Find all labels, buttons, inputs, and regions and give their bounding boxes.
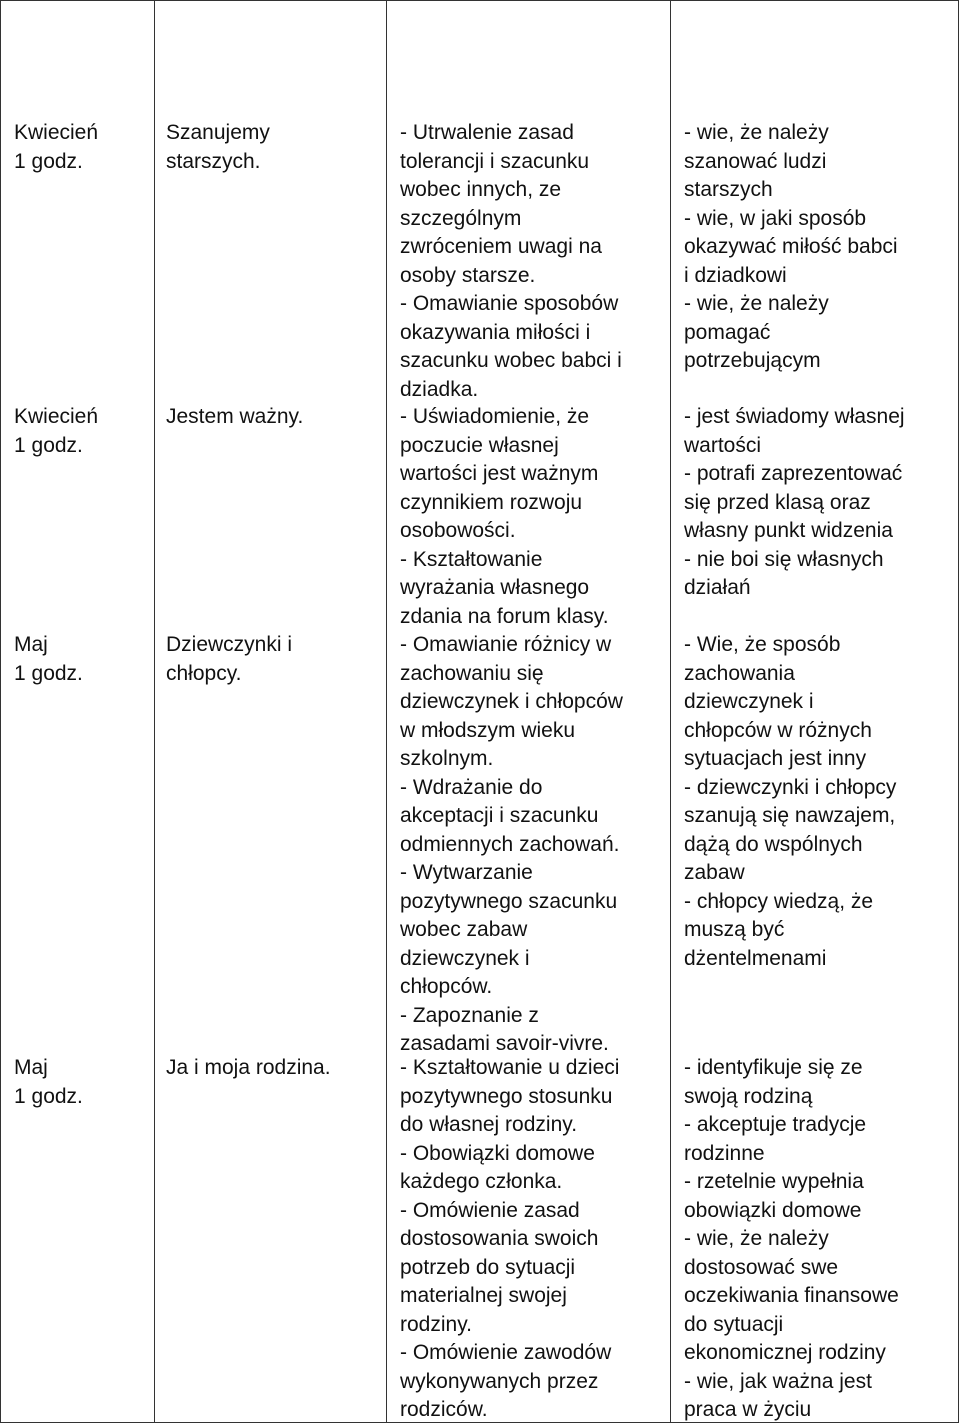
goals-cell: - Utrwalenie zasad tolerancji i szacunku wobec innych, ze szczególnym zwróceniem uwagi na osoby starsze. - Omawianie sposobów okazywania miłości i szacunku wobec babci i dziadka. — [400, 121, 622, 401]
goals-cell: - Uświadomienie, że poczucie własnej wartości jest ważnym czynnikiem rozwoju osobowości. - Kształtowanie wyrażania własnego zdania na forum klasy. — [400, 405, 609, 628]
outcomes-cell: - wie, że należy szanować ludzi starszych - wie, w jaki sposób okazywać miłość babci i dziadkowi - wie, że należy pomagać potrzebującym — [684, 121, 898, 372]
topic-cell: Szanujemy starszych. — [166, 121, 270, 173]
topic-cell: Ja i moja rodzina. — [166, 1056, 331, 1079]
outcomes-cell: - Wie, że sposób zachowania dziewczynek i chłopców w różnych sytuacjach jest inny - dziewczynki i chłopcy szanują się nawzajem, dążą do wspólnych zabaw - chłopcy wiedzą, że muszą być dżentelmenami — [684, 633, 897, 970]
goals-cell: - Kształtowanie u dzieci pozytywnego stosunku do własnej rodziny. - Obowiązki domowe każdego członka. - Omówienie zasad dostosowania swoich potrzeb do sytuacji materialnej swojej rodziny. - Omówienie zawodów wykonywanych przez rodziców. — [400, 1056, 620, 1421]
month-cell: Maj 1 godz. — [14, 1056, 83, 1108]
topic-cell: Dziewczynki i chłopcy. — [166, 633, 293, 685]
outcomes-cell: - identyfikuje się ze swoją rodziną - akceptuje tradycje rodzinne - rzetelnie wypełnia obowiązki domowe - wie, że należy dostosować swe oczekiwania finansowe do sytuacji ekonomicznej rodziny - wie, jak ważna jest praca w życiu — [684, 1056, 899, 1421]
month-cell: Kwiecień 1 godz. — [14, 405, 99, 457]
topic-cell: Jestem ważny. — [166, 405, 304, 428]
month-cell: Kwiecień 1 godz. — [14, 121, 99, 173]
month-cell: Maj 1 godz. — [14, 633, 83, 685]
column-divider — [154, 0, 155, 1423]
outcomes-cell: - jest świadomy własnej wartości - potrafi zaprezentować się przed klasą oraz własny punkt widzenia - nie boi się własnych działań — [684, 405, 905, 599]
goals-cell: - Omawianie różnicy w zachowaniu się dziewczynek i chłopców w młodszym wieku szkolnym. - Wdrażanie do akceptacji i szacunku odmiennych zachowań. - Wytwarzanie pozytywnego szacunku wobec zabaw dziewczynek i chłopców. - Zapoznanie z zasadami savoir-vivre. — [400, 633, 623, 1055]
column-divider — [386, 0, 387, 1423]
column-divider — [670, 0, 671, 1423]
